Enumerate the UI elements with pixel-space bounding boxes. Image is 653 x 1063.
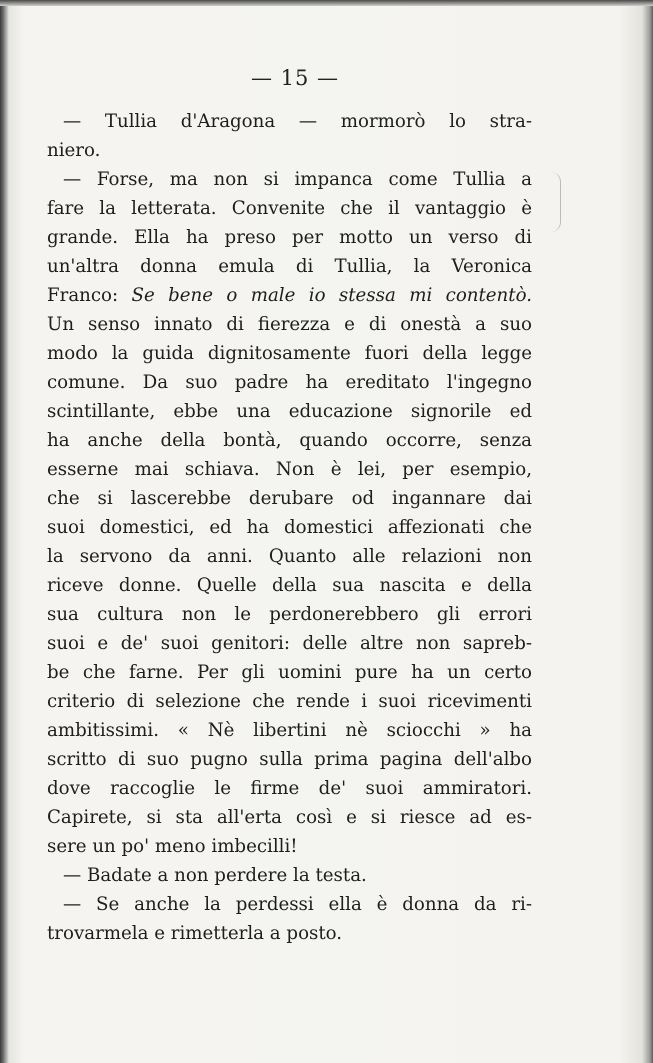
text-line: [47, 542, 532, 571]
text-line-content: be che farne. Per gli uomini pure ha un certo: [47, 662, 532, 683]
text-line: [47, 658, 532, 687]
text-line-content: grande. Ella ha preso per motto un verso di: [47, 227, 532, 248]
text-line-content: ambitissimi. « Nè libertini nè sciocchi » ha: [47, 720, 532, 741]
text-line: [47, 426, 532, 455]
text-line-content: che si lascerebbe derubare od ingannare dai: [47, 488, 532, 509]
text-line: [47, 281, 532, 310]
text-line: [47, 455, 532, 484]
text-line-content: un'altra donna emula di Tullia, la Veronica: [47, 256, 532, 277]
text-line: [47, 136, 532, 165]
italic-quote: Se bene o male io stessa mi contentò.: [131, 285, 532, 306]
text-line: [47, 223, 532, 252]
text-line: [47, 339, 532, 368]
text-line-content: la servono da anni. Quanto alle relazioni non: [47, 546, 532, 567]
text-line-content: scritto di suo pugno sulla prima pagina dell'albo: [47, 749, 532, 770]
text-line: [47, 368, 532, 397]
text-line: [47, 310, 532, 339]
text-line-content: trovarmela e rimetterla a posto.: [47, 923, 343, 944]
text-line: [47, 832, 532, 861]
text-line-content: suoi domestici, ed ha domestici affezionati che: [47, 517, 532, 538]
text-line: [47, 252, 532, 281]
text-line-content: ha anche della bontà, quando occorre, senza: [47, 430, 532, 451]
text-line: [47, 513, 532, 542]
text-line-content: — Forse, ma non si impanca come Tullia a: [63, 169, 532, 190]
text-line-content: riceve donne. Quelle della sua nascita e della: [47, 575, 532, 596]
text-line: [47, 919, 532, 948]
text-line-content: niero.: [47, 140, 101, 161]
text-line: [47, 194, 532, 223]
text-line-content: — Badate a non perdere la testa.: [63, 865, 367, 886]
text-line-content: — Se anche la perdessi ella è donna da ri-: [63, 894, 532, 915]
text-line-content: suoi e de' suoi genitori: delle altre non sapreb-: [47, 633, 532, 654]
text-line-content: — Tullia d'Aragona — mormorò lo stra-: [63, 111, 532, 132]
text-line-content: sua cultura non le perdonerebbero gli errori: [47, 604, 532, 625]
margin-mark: [550, 172, 561, 232]
text-line-content: modo la guida dignitosamente fuori della legge: [47, 343, 532, 364]
page-top-edge: [0, 0, 653, 6]
text-line: [47, 107, 532, 136]
text-line: [47, 745, 532, 774]
text-line: [47, 397, 532, 426]
text-line: [47, 629, 532, 658]
text-line: [47, 890, 532, 919]
text-line: [47, 803, 532, 832]
text-line-content: Capirete, si sta all'erta così e si riesce ad es-: [47, 807, 532, 828]
text-line: [47, 484, 532, 513]
text-line-content: Franco:: [47, 285, 132, 306]
text-line-content: esserne mai schiava. Non è lei, per esempio,: [47, 459, 532, 480]
text-line: [47, 861, 532, 890]
text-line: [47, 716, 532, 745]
text-line: [47, 687, 532, 716]
text-line-content: sere un po' meno imbecilli!: [47, 836, 298, 857]
body-text: [47, 107, 532, 948]
text-line-content: fare la letterata. Convenite che il vantaggio è: [47, 198, 532, 219]
text-line: [47, 774, 532, 803]
text-line-content: Un senso innato di fierezza e di onestà a suo: [47, 314, 532, 335]
page-number: — 15 —: [250, 66, 340, 90]
text-line: [47, 571, 532, 600]
text-line: [47, 165, 532, 194]
text-line-content: scintillante, ebbe una educazione signorile ed: [47, 401, 532, 422]
text-line: [47, 600, 532, 629]
text-line-content: criterio di selezione che rende i suoi ricevimenti: [47, 691, 532, 712]
text-line-content: dove raccoglie le firme de' suoi ammiratori.: [47, 778, 532, 799]
text-line-content: comune. Da suo padre ha ereditato l'ingegno: [47, 372, 532, 393]
